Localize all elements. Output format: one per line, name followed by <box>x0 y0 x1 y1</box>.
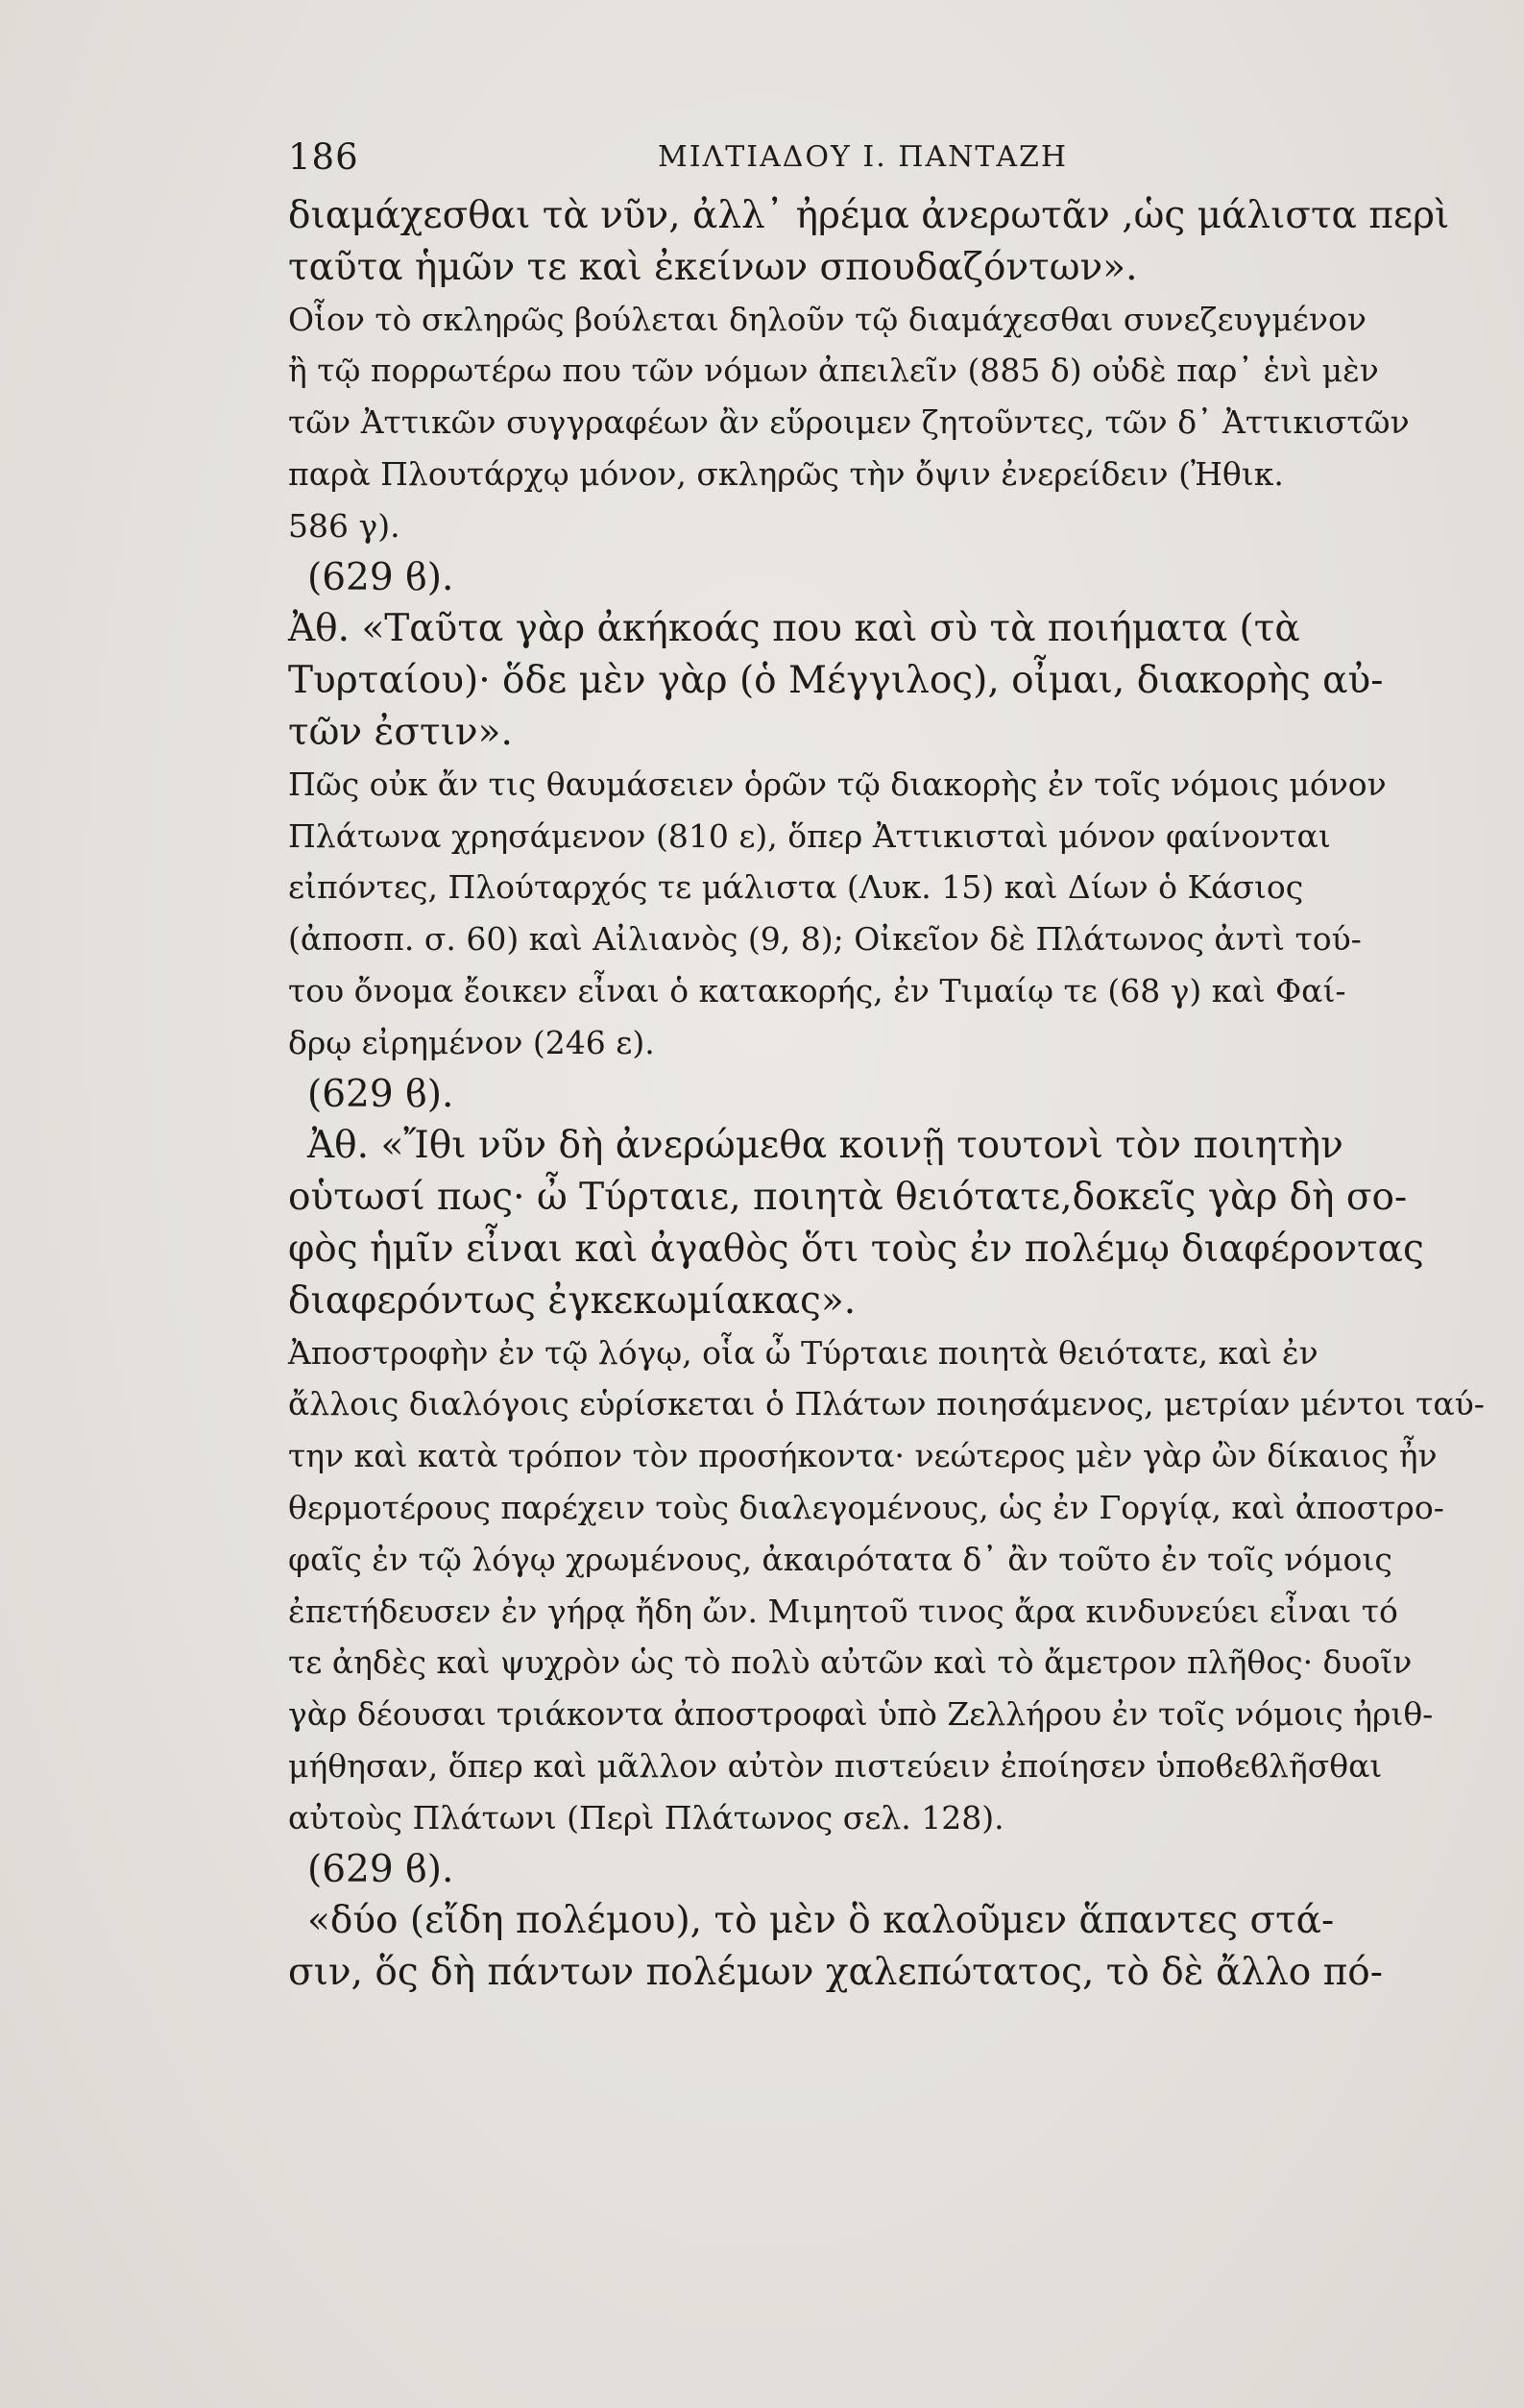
page-number: 186 <box>288 136 359 178</box>
page-body <box>288 190 1485 1999</box>
text-line: διαφερόντως ἐγκεκωμίακας». <box>288 1278 857 1323</box>
commentary-line: 586 γ). <box>288 506 400 545</box>
text-line: Τυρταίου)· ὅδε μὲν γὰρ (ὁ Μέγγιλος), οἶμαι, διακορὴς αὐ- <box>288 659 1384 703</box>
commentary-line: ἢ τῷ πορρωτέρω που τῶν νόμων ἀπειλεῖν (885 δ) οὐδὲ παρ᾽ ἑνὶ μὲν <box>288 352 1379 390</box>
commentary-line: τε ἀηδὲς καὶ ψυχρὸν ὡς τὸ πολὺ αὐτῶν καὶ τὸ ἄμετρον πλῆθος· δυοῖν <box>288 1643 1413 1682</box>
text-line: σιν, ὅς δὴ πάντων πολέμων χαλεπώτατος, τὸ δὲ ἄλλο πό- <box>288 1951 1383 1995</box>
commentary-line: φαῖς ἐν τῷ λόγῳ χρωμένους, ἀκαιρότατα δ᾽ ἂν τοῦτο ἐν τοῖς νόμοις <box>288 1540 1392 1578</box>
text-line: τῶν ἐστιν». <box>288 710 513 754</box>
commentary-line: Ἀποστροφὴν ἐν τῷ λόγῳ, οἷα ὦ Τύρταιε ποιητὰ θειότατε, καὶ ἐν <box>288 1333 1318 1372</box>
commentary-line: γὰρ δέουσαι τριάκοντα ἀποστροφαὶ ὑπὸ Ζελλήρου ἐν τοῖς νόμοις ἠριθ- <box>288 1695 1434 1734</box>
commentary-line: (ἀποσπ. σ. 60) καὶ Αἰλιανὸς (9, 8); Οἰκεῖον δὲ Πλάτωνος ἀντὶ τού- <box>288 920 1362 959</box>
page-header <box>288 136 1248 182</box>
text-line: διαμάχεσθαι τὰ νῦν, ἀλλ᾽ ἠρέμα ἀνερωτᾶν ,ὡς μάλιστα περὶ <box>288 194 1450 237</box>
commentary-line: Οἷον τὸ σκληρῶς βούλεται δηλοῦν τῷ διαμάχεσθαι συνεζευγμένον <box>288 300 1367 338</box>
commentary-line: ἄλλοις διαλόγοις εὑρίσκεται ὁ Πλάτων ποιησάμενος, μετρίαν μέντοι ταύ- <box>288 1385 1485 1423</box>
commentary-line: εἰπόντες, Πλούταρχός τε μάλιστα (Λυκ. 15) καὶ Δίων ὁ Κάσιος <box>288 868 1304 907</box>
commentary-line: αὐτοὺς Πλάτωνι (Περὶ Πλάτωνος σελ. 128). <box>288 1798 1004 1836</box>
commentary-line: την καὶ κατὰ τρόπον τὸν προσήκοντα· νεώτερος μὲν γὰρ ὢν δίκαιος ἦν <box>288 1437 1438 1475</box>
text-line: οὑτωσί πως· ὦ Τύρταιε, ποιητὰ θειότατε,δοκεῖς γὰρ δὴ σο- <box>288 1176 1408 1220</box>
section-reference: (629 ϐ). <box>307 555 454 599</box>
text-line: ταῦτα ἡμῶν τε καὶ ἐκείνων σπουδαζόντων». <box>288 245 1138 289</box>
commentary-line: θερμοτέρους παρέχειν τοὺς διαλεγομένους, ὡς ἐν Γοργίᾳ, καὶ ἀποστρο- <box>288 1488 1444 1526</box>
commentary-line: μήθησαν, ὅπερ καὶ μᾶλλον αὐτὸν πιστεύειν ἐποίησεν ὑποϐεϐλῆσθαι <box>288 1746 1383 1785</box>
text-line: Ἀθ. «Ταῦτα γὰρ ἀκήκοάς που καὶ σὺ τὰ ποιήματα (τὰ <box>288 607 1300 651</box>
commentary-line: τῶν Ἀττικῶν συγγραφέων ἂν εὕροιμεν ζητοῦντες, τῶν δ᾽ Ἀττικιστῶν <box>288 403 1410 442</box>
commentary-line: δρῳ εἰρημένον (246 ε). <box>288 1023 655 1061</box>
text-line: Ἀθ. «Ἴθι νῦν δὴ ἀνερώμεθα κοινῇ τουτονὶ τὸν ποιητὴν <box>307 1124 1343 1168</box>
text-line: φὸς ἡμῖν εἶναι καὶ ἀγαθὸς ὅτι τοὺς ἐν πολέμῳ διαφέροντας <box>288 1227 1424 1271</box>
commentary-line: Πῶς οὐκ ἄν τις θαυμάσειεν ὁρῶν τῷ διακορὴς ἐν τοῖς νόμοις μόνον <box>288 765 1387 803</box>
section-reference: (629 ϐ). <box>307 1847 454 1891</box>
commentary-line: ἐπετήδευσεν ἐν γήρᾳ ἤδη ὤν. Μιμητοῦ τινος ἄρα κινδυνεύει εἶναι τό <box>288 1592 1398 1630</box>
commentary-line: του ὄνομα ἔοικεν εἶναι ὁ κατακορής, ἐν Τιμαίῳ τε (68 γ) καὶ Φαί- <box>288 971 1346 1009</box>
commentary-line: Πλάτωνα χρησάμενον (810 ε), ὅπερ Ἀττικισταὶ μόνον φαίνονται <box>288 816 1331 855</box>
section-reference: (629 ϐ). <box>307 1072 454 1116</box>
running-head: ΜΙΛΤΙΑΔΟΥ Ι. ΠΑΝΤΑΖΗ <box>658 140 1069 174</box>
text-line: «δύο (εἴδη πολέμου), τὸ μὲν ὃ καλοῦμεν ἅπαντες στά- <box>307 1899 1335 1943</box>
commentary-line: παρὰ Πλουτάρχῳ μόνον, σκληρῶς τὴν ὄψιν ἐνερείδειν (Ἠθικ. <box>288 454 1284 493</box>
